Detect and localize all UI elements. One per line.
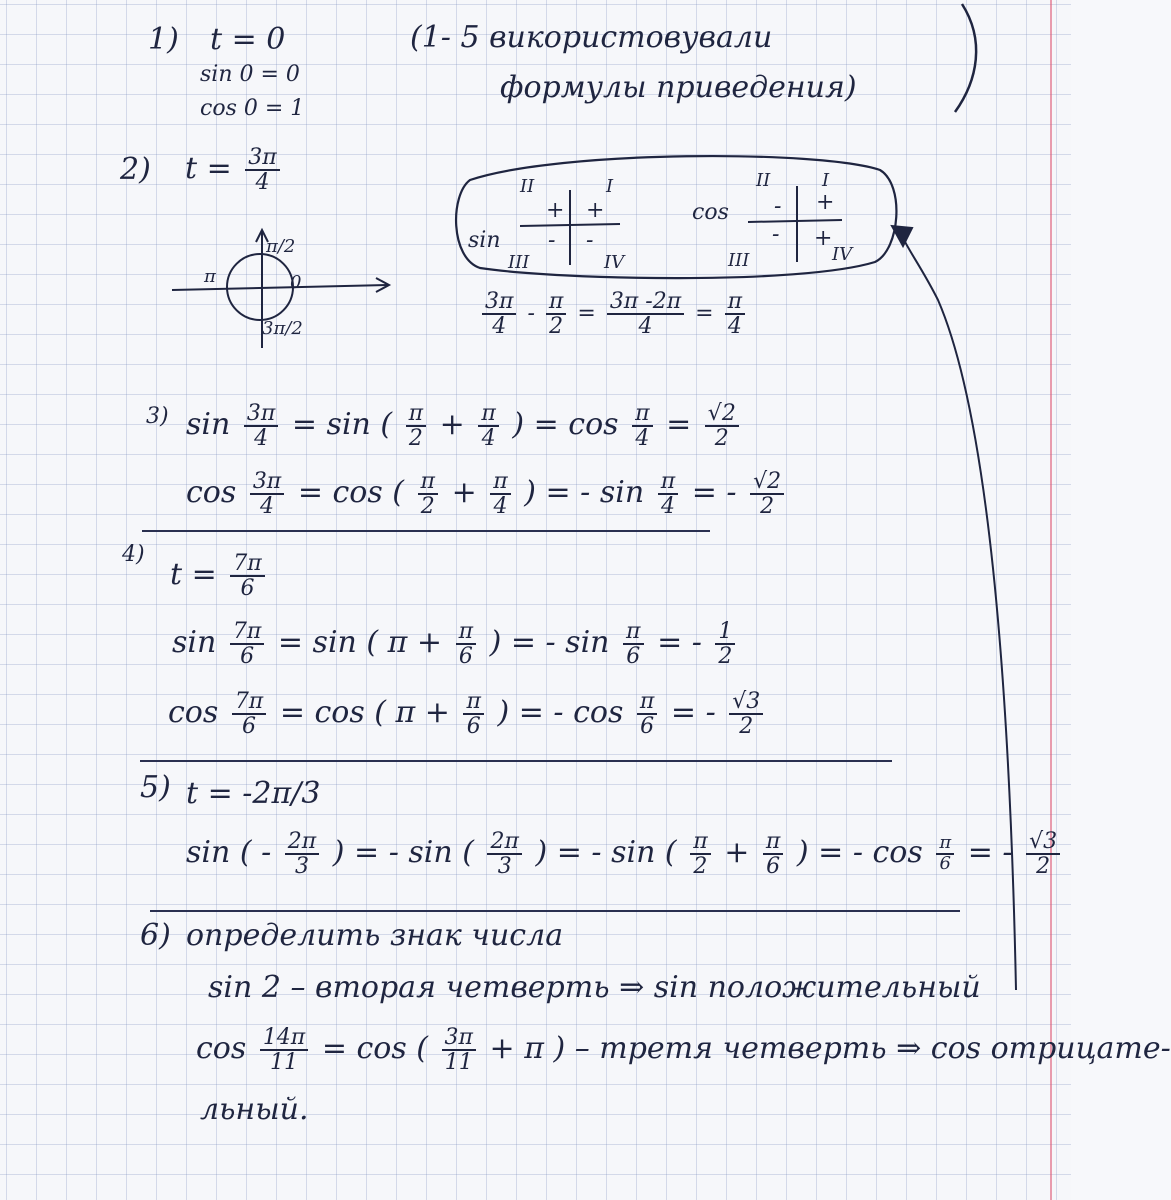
expression-text: ) = - cos (497, 695, 624, 731)
fraction-numerator: 3π (244, 402, 278, 427)
plus-sign: + (439, 407, 465, 443)
fraction-denominator: 6 (240, 576, 255, 602)
fraction-denominator: 4 (260, 494, 275, 520)
result-fraction (729, 690, 763, 738)
fraction-numerator: 7π (230, 620, 264, 645)
fraction-denominator: 2 (408, 426, 423, 452)
expression-text: sin ( - (186, 835, 272, 871)
fraction-numerator: π (763, 830, 783, 855)
fraction (478, 402, 498, 450)
fraction (763, 830, 783, 878)
sin-word: sin (172, 625, 217, 661)
section-2-t-fraction (245, 146, 279, 194)
fraction-numerator: 14π (260, 1026, 308, 1051)
fraction (463, 690, 483, 738)
fraction-denominator: 4 (660, 494, 675, 520)
sin-quadrant-i-label: I (606, 176, 614, 197)
fraction-numerator: 3π (245, 146, 279, 171)
section-1-t-value: t = 0 (210, 22, 286, 57)
fraction-numerator: π (478, 402, 498, 427)
fraction-denominator: 4 (254, 426, 269, 452)
expression-text: = cos ( π + (279, 695, 450, 731)
section-2-t-expression (185, 146, 284, 194)
fraction-numerator: 3π (482, 290, 516, 315)
fraction-denominator: 6 (458, 644, 473, 670)
fraction-denominator: 2 (420, 494, 435, 520)
fraction-denominator: 2 (1036, 854, 1051, 880)
expression-text: = - (691, 475, 737, 511)
sin-quadrant-iv-label: IV (604, 252, 625, 273)
fraction-denominator: 2 (760, 494, 775, 520)
calc-fraction-a (482, 290, 516, 338)
fraction (456, 620, 476, 668)
section-6-cos-line (196, 1026, 1171, 1074)
fraction-denominator: 4 (255, 170, 270, 196)
expression-text: ) = cos (512, 407, 619, 443)
note-underline-scribble (120, 0, 700, 4)
fraction-numerator: π (456, 620, 476, 645)
fraction-denominator: 4 (493, 494, 508, 520)
t-lhs: t = (170, 557, 217, 593)
expression-text: ) = - sin (524, 475, 645, 511)
cos-quadrant-iv-label: IV (832, 244, 853, 265)
fraction-numerator: π (490, 470, 510, 495)
calc-minus-sign: - (527, 301, 535, 327)
cos-sign-q3: - (772, 222, 780, 247)
fraction (690, 830, 710, 878)
plus-sign: + (724, 835, 750, 871)
fraction (490, 470, 510, 518)
fraction-numerator: 7π (232, 690, 266, 715)
fraction (658, 470, 678, 518)
section-divider (150, 910, 960, 912)
section-5-sin-line (186, 830, 1064, 878)
cos-table-title: cos (692, 200, 729, 225)
section-1-sin-value: sin 0 = 0 (200, 62, 300, 87)
fraction-numerator: 3π (250, 470, 284, 495)
fraction (244, 402, 278, 450)
fraction-numerator: π (658, 470, 678, 495)
cos-quadrant-ii-label: II (756, 170, 771, 191)
calc-fraction-c (607, 290, 684, 338)
sin-quadrant-iii-label: III (508, 252, 530, 273)
expression-text: ) = - cos (796, 835, 923, 871)
reduction-formula-note-line-1: (1- 5 використовували (410, 20, 773, 55)
expression-text: = - (967, 835, 1013, 871)
fraction-denominator: 4 (638, 314, 653, 340)
section-2-label: 2) (120, 152, 151, 187)
fraction (260, 1026, 308, 1074)
section-divider (140, 760, 892, 762)
expression-text: = - (670, 695, 716, 731)
fraction-numerator: 3π -2π (607, 290, 684, 315)
expression-text: = - (657, 625, 702, 661)
circle-label-pi-over-2: π/2 (266, 236, 296, 257)
fraction-denominator: 6 (466, 714, 481, 740)
section-6-sin-line: sin 2 – вторая четверть ⇒ sin положительный (208, 970, 981, 1005)
fraction-numerator: π (632, 402, 652, 427)
fraction (487, 830, 521, 878)
fraction-denominator: 3 (497, 854, 512, 880)
cos-word: cos (196, 1031, 247, 1067)
result-fraction (750, 470, 784, 518)
fraction-denominator: 2 (714, 426, 729, 452)
cos-word: cos (168, 695, 219, 731)
sin-sign-q2: + (546, 198, 565, 223)
calc-equals-sign-2: = (695, 301, 714, 327)
expression-text: ) = - sin ( (332, 835, 474, 871)
section-3-sin-line (186, 402, 743, 450)
expression-text: + π ) – третя четверть ⇒ cos отрицате- (489, 1031, 1171, 1067)
section-4-sin-line (172, 620, 739, 668)
sin-sign-q1: + (586, 198, 605, 223)
fraction-numerator: 7π (230, 552, 264, 577)
reduction-formula-note-line-2: формулы приведения) (500, 70, 857, 105)
angle-subtraction-calc (478, 290, 749, 338)
fraction-numerator: π (725, 290, 745, 315)
section-4-cos-line (168, 690, 767, 738)
calc-fraction-b (546, 290, 566, 338)
fraction (936, 834, 954, 874)
fraction (623, 620, 643, 668)
cos-sign-q1: + (816, 190, 835, 215)
fraction (232, 690, 266, 738)
sin-word: sin (186, 407, 231, 443)
sin-quadrant-ii-label: II (520, 176, 535, 197)
section-5-t-value: t = -2π/3 (186, 776, 321, 811)
fraction-denominator: 2 (549, 314, 564, 340)
fraction (442, 1026, 476, 1074)
sin-sign-q4: - (586, 228, 594, 253)
fraction-denominator: 2 (693, 854, 708, 880)
section-4-t-expression (170, 552, 269, 600)
expression-text: ) = - sin ( (535, 835, 677, 871)
fraction-denominator: 11 (444, 1050, 473, 1076)
calc-equals-sign: = (577, 301, 596, 327)
result-fraction (715, 620, 735, 668)
fraction-numerator: √2 (705, 402, 739, 427)
fraction-numerator: π (637, 690, 657, 715)
fraction-denominator: 4 (492, 314, 507, 340)
fraction-denominator: 6 (240, 644, 255, 670)
expression-text: = cos ( (297, 475, 404, 511)
circle-label-pi: π (204, 266, 216, 287)
fraction-numerator: π (546, 290, 566, 315)
section-4-label: 4) (122, 542, 145, 567)
fraction-denominator: 4 (635, 426, 650, 452)
section-3-cos-line (186, 470, 788, 518)
cos-table-horizontal (748, 220, 842, 222)
section-3-label: 3) (146, 404, 169, 429)
fraction-numerator: π (406, 402, 426, 427)
closing-brace-curve (955, 4, 976, 112)
section-6-title: определить знак числа (186, 918, 564, 953)
cos-sign-q4: + (814, 226, 833, 251)
fraction-denominator: 6 (640, 714, 655, 740)
fraction (285, 830, 319, 878)
sin-table-title: sin (468, 228, 501, 253)
expression-text: ) = - sin (489, 625, 610, 661)
fraction-denominator: 6 (626, 644, 641, 670)
equals-sign: = (666, 407, 692, 443)
plus-sign: + (451, 475, 477, 511)
fraction-numerator: 2π (487, 830, 521, 855)
fraction-numerator: 2π (285, 830, 319, 855)
fraction-denominator: 6 (766, 854, 781, 880)
fraction (406, 402, 426, 450)
fraction-numerator: √3 (1026, 830, 1060, 855)
section-1-cos-value: cos 0 = 1 (200, 96, 305, 121)
fraction-numerator: √3 (729, 690, 763, 715)
fraction-denominator: 4 (481, 426, 496, 452)
fraction-numerator: π (936, 834, 954, 855)
expression-text: = sin ( (291, 407, 393, 443)
fraction-numerator: π (623, 620, 643, 645)
fraction (632, 402, 652, 450)
circle-label-zero: 0 (290, 272, 302, 293)
section-5-label: 5) (140, 770, 171, 805)
result-fraction (1026, 830, 1060, 878)
fraction-denominator: 3 (295, 854, 310, 880)
sin-table-horizontal (520, 224, 620, 226)
fraction (230, 620, 264, 668)
expression-text: = sin ( π + (277, 625, 443, 661)
section-divider (142, 530, 710, 532)
fraction-numerator: √2 (750, 470, 784, 495)
section-1-label: 1) (148, 22, 179, 57)
section-6-label: 6) (140, 918, 171, 953)
result-fraction (705, 402, 739, 450)
cos-quadrant-iii-label: III (728, 250, 750, 271)
fraction-numerator: 3π (442, 1026, 476, 1051)
calc-fraction-d (725, 290, 745, 338)
fraction-numerator: π (418, 470, 438, 495)
fraction-denominator: 11 (270, 1050, 299, 1076)
fraction (230, 552, 264, 600)
section-2-t-lhs: t = (185, 151, 232, 187)
reference-arrowhead (892, 226, 912, 246)
fraction-numerator: 1 (715, 620, 735, 645)
fraction (637, 690, 657, 738)
cos-quadrant-i-label: I (822, 170, 830, 191)
fraction-denominator: 6 (242, 714, 257, 740)
circle-label-3pi-over-2: 3π/2 (262, 318, 303, 339)
fraction (418, 470, 438, 518)
fraction-denominator: 4 (727, 314, 742, 340)
cos-sign-q2: - (774, 194, 782, 219)
expression-text: = cos ( (321, 1031, 428, 1067)
cos-word: cos (186, 475, 237, 511)
fraction-numerator: π (463, 690, 483, 715)
fraction-denominator: 2 (718, 644, 733, 670)
fraction-denominator: 6 (939, 853, 951, 875)
sin-sign-q3: - (548, 228, 556, 253)
section-6-continuation: льный. (200, 1092, 309, 1127)
fraction-denominator: 2 (739, 714, 754, 740)
fraction (250, 470, 284, 518)
fraction-numerator: π (690, 830, 710, 855)
